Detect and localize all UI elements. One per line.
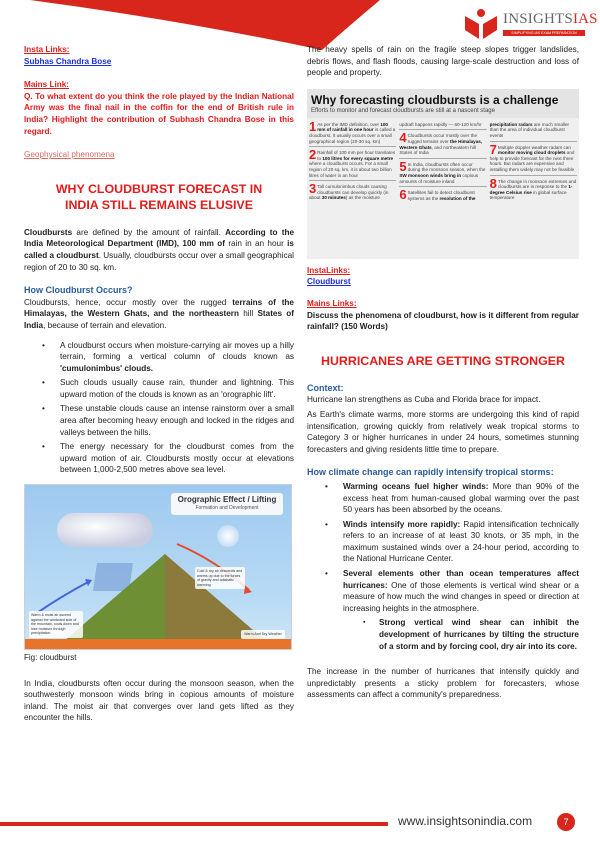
insightsias-logo [463, 8, 598, 42]
context-heading: Context: [307, 382, 344, 393]
infographic-subtitle: Efforts to monitor and forecast cloudbursts are still at a nascent stage [311, 107, 495, 114]
page-number-badge: 7 [557, 813, 575, 831]
figure-title: Orographic Effect / Lifting [177, 495, 277, 505]
insta-links-label-right: InstaLinks: [307, 265, 351, 275]
occurs-bullet-list [60, 340, 294, 477]
list-item: • Winds intensify more rapidly: Rapid intensification technically refers to an increase of at least 30 knots, or 35 mph, in the maximum sustained winds over a 24-hour period, according to the National Hurricane Center. [343, 519, 579, 565]
cloudburst-forecast-infographic [307, 89, 579, 259]
warm-air-arrow-icon [35, 575, 95, 615]
subheading-how-cloudburst-occurs: How Cloudburst Occurs? [24, 285, 133, 296]
orographic-effect-figure [24, 484, 292, 650]
right-column [307, 44, 579, 701]
hurricane-sub-bullet-list [379, 617, 579, 652]
figure-note-warm-dry: Warm And Dry Weather [241, 630, 285, 639]
subheading-climate-change: How climate change can rapidly intensify tropical storms: [307, 467, 554, 478]
article-title-cloudburst: WHY CLOUDBURST FORECAST IN INDIA STILL REMAINS ELUSIVE [55, 181, 263, 212]
figure-subtitle: Formation and Development [195, 505, 259, 512]
mains-link-label: Mains Link: [24, 80, 70, 90]
list-item: • Several elements other than ocean temperatures affect hurricanes: One of those elements is vertical wind shear or a measure of how much the wind changes in speed or direction at increasing heights in the atmosphere. [343, 568, 579, 614]
figure-caption: Fig: cloudburst [24, 653, 77, 663]
figure-note-leeward: Cold & dry air descends and warms up due to the forces of gravity and adiabatic warming [195, 567, 245, 589]
logo-text: INSIGHTSIAS [503, 11, 598, 27]
topic-link-geophysical[interactable]: Geophysical phenomena [24, 150, 115, 160]
context-line: Hurricane Ian strengthens as Cuba and Florida brace for impact. [307, 395, 541, 405]
footer-url: www.insightsonindia.com [398, 814, 533, 828]
hurricane-bullet-list [343, 481, 579, 615]
list-item: • Such clouds usually cause rain, thunder and lightning. This upward motion of the clouds is known as an 'orographic lift'. [60, 377, 294, 400]
insta-links-label: Insta Links: [24, 45, 70, 54]
landslide-paragraph: The heavy spells of rain on the fragile steep slopes trigger landslides, debris flows, and flash floods, causing large-scale destruction and loss of people and property. [307, 45, 579, 78]
mains-question: Q. To what extent do you think the role played by the Indian National Army was the final nail in the coffin for the end of British rule in India? Highlight the contribution of Subhash Chandra Bose in this regard. [24, 91, 294, 136]
mains-question-right: Discuss the phenomena of cloudburst, how is it different from regular rainfall? (150 Words) [307, 310, 579, 332]
infographic-col-1 [309, 118, 396, 206]
logo-tagline: SIMPLIFYING IAS EXAM PREPARATION [503, 30, 585, 36]
left-column [24, 44, 294, 724]
list-item: • A cloudburst occurs when moisture-carrying air moves up a hilly terrain, forming a vertical column of clouds known as 'cumulonimbus' clouds. [60, 340, 294, 375]
link-cloudburst[interactable]: Cloudburst [307, 277, 351, 287]
link-subhas-chandra-bose[interactable]: Subhas Chandra Bose [24, 56, 112, 66]
book-person-icon [463, 8, 499, 40]
infographic-title: Why forecasting cloudbursts is a challenge [311, 92, 559, 107]
footer-rule [0, 822, 388, 826]
infographic-col-3 [490, 121, 577, 206]
list-item: • These unstable clouds cause an intense rainstorm over a small area after becoming heavy enough and locked in the ridges and valleys between the hills. [60, 403, 294, 438]
cloudburst-intro: Cloudbursts are defined by the amount of rainfall. According to the India Meteorological Department (IMD), 100 mm of rain in an hour is called a cloudburst. Usually, cloudbursts occur over a small geographical region of 20 to 30 sq. km. [24, 227, 295, 272]
infographic-item: 2 Rainfall of 100 mm per hour translates to 100 litres for every square metre where a cloudburst occurs. For a small region of 20 sq. km, it is about two billion litres of water in an hour [309, 149, 396, 181]
monsoon-paragraph: In India, cloudbursts often occur during the monsoon season, when the southwesterly monsoon winds bring in copious amounts of moisture inland. The moist air that converges over land gets lifted as they encounter the hills. [24, 678, 294, 723]
closing-paragraph: The increase in the number of hurricanes that intensify quickly and unpredictably presents a sticky problem for forecasters, whose assessments can affect a community's preparedness. [307, 667, 579, 700]
infographic-item: 4 Cloudbursts occur mostly over the rugged terrains over the Himalayas, Western Ghats, and northeastern hill States of India [399, 132, 486, 158]
occurs-paragraph: Cloudbursts, hence, occur mostly over the rugged terrains of the Himalayas, the Western Ghats, and the northeastern hill States of India, because of terrain and elevation. [24, 297, 295, 330]
context-paragraph: As Earth's climate warms, more storms are undergoing this kind of rapid intensification, growing quickly from relatively weak tropical storms to Category 3 or higher hurricanes in under 24 hours, sometimes stunning forecasters and giving residents little time to prepare. [307, 409, 579, 454]
list-item: • The energy necessary for the cloudburst comes from the upward motion of air. Cloudbursts mostly occur at elevations between 1,000-2,500 metres above sea level. [60, 441, 294, 476]
list-item: • Warming oceans fuel higher winds: More than 90% of the excess heat from human-caused global warming over the past 50 years has been absorbed by the oceans. [343, 481, 579, 516]
infographic-item: 7 Multiple doppler weather radars can monitor moving cloud droplets and help to provide forecast for the next three hours. But radars are expensive and installing them widely may not be feasible [490, 144, 577, 176]
list-item: ▪ Strong vertical wind shear can inhibit the development of hurricanes by tilting the structure of a storm and by forcing cool, dry air into its core. [379, 617, 579, 652]
mains-links-label-right: Mains Links: [307, 298, 357, 308]
figure-title-box [171, 493, 283, 515]
infographic-item: 3 Tall cumulonimbus clouds causing cloudbursts can develop quickly (in about 30 minutes) as the moisture [309, 181, 389, 201]
infographic-item: 1 As per the IMD definition, over 100 mm of rainfall in one hour is called a cloudburst. It usually occurs over a small geographical region (20-30 sq. km) [309, 121, 396, 147]
infographic-item: precipitation radars are much smaller than the area of individual cloudburst events [490, 121, 577, 142]
infographic-item: 8 The change in monsoon extremes and cloudbursts are in response to the 1-degree Celsius rise in global surface temperature [489, 175, 577, 201]
infographic-item: updraft happens rapidly — 60-120 km/hr [399, 121, 486, 131]
infographic-col-2 [399, 121, 486, 206]
ground-strip [25, 639, 291, 649]
article-title-hurricanes: HURRICANES ARE GETTING STRONGER [321, 353, 565, 368]
figure-note-windward: Warm & moist air ascend against the windward side of the mountain, cools down and lose moisture through precipitation [29, 611, 83, 638]
cloud-icon [57, 513, 153, 547]
infographic-item: 6 Satellites fail to detect cloudburst systems as the resolution of the [399, 187, 476, 203]
infographic-item: 5 In India, cloudbursts often occur during the monsoon season, when the SW monsoon winds bring in copious amounts of moisture inland [399, 161, 486, 187]
